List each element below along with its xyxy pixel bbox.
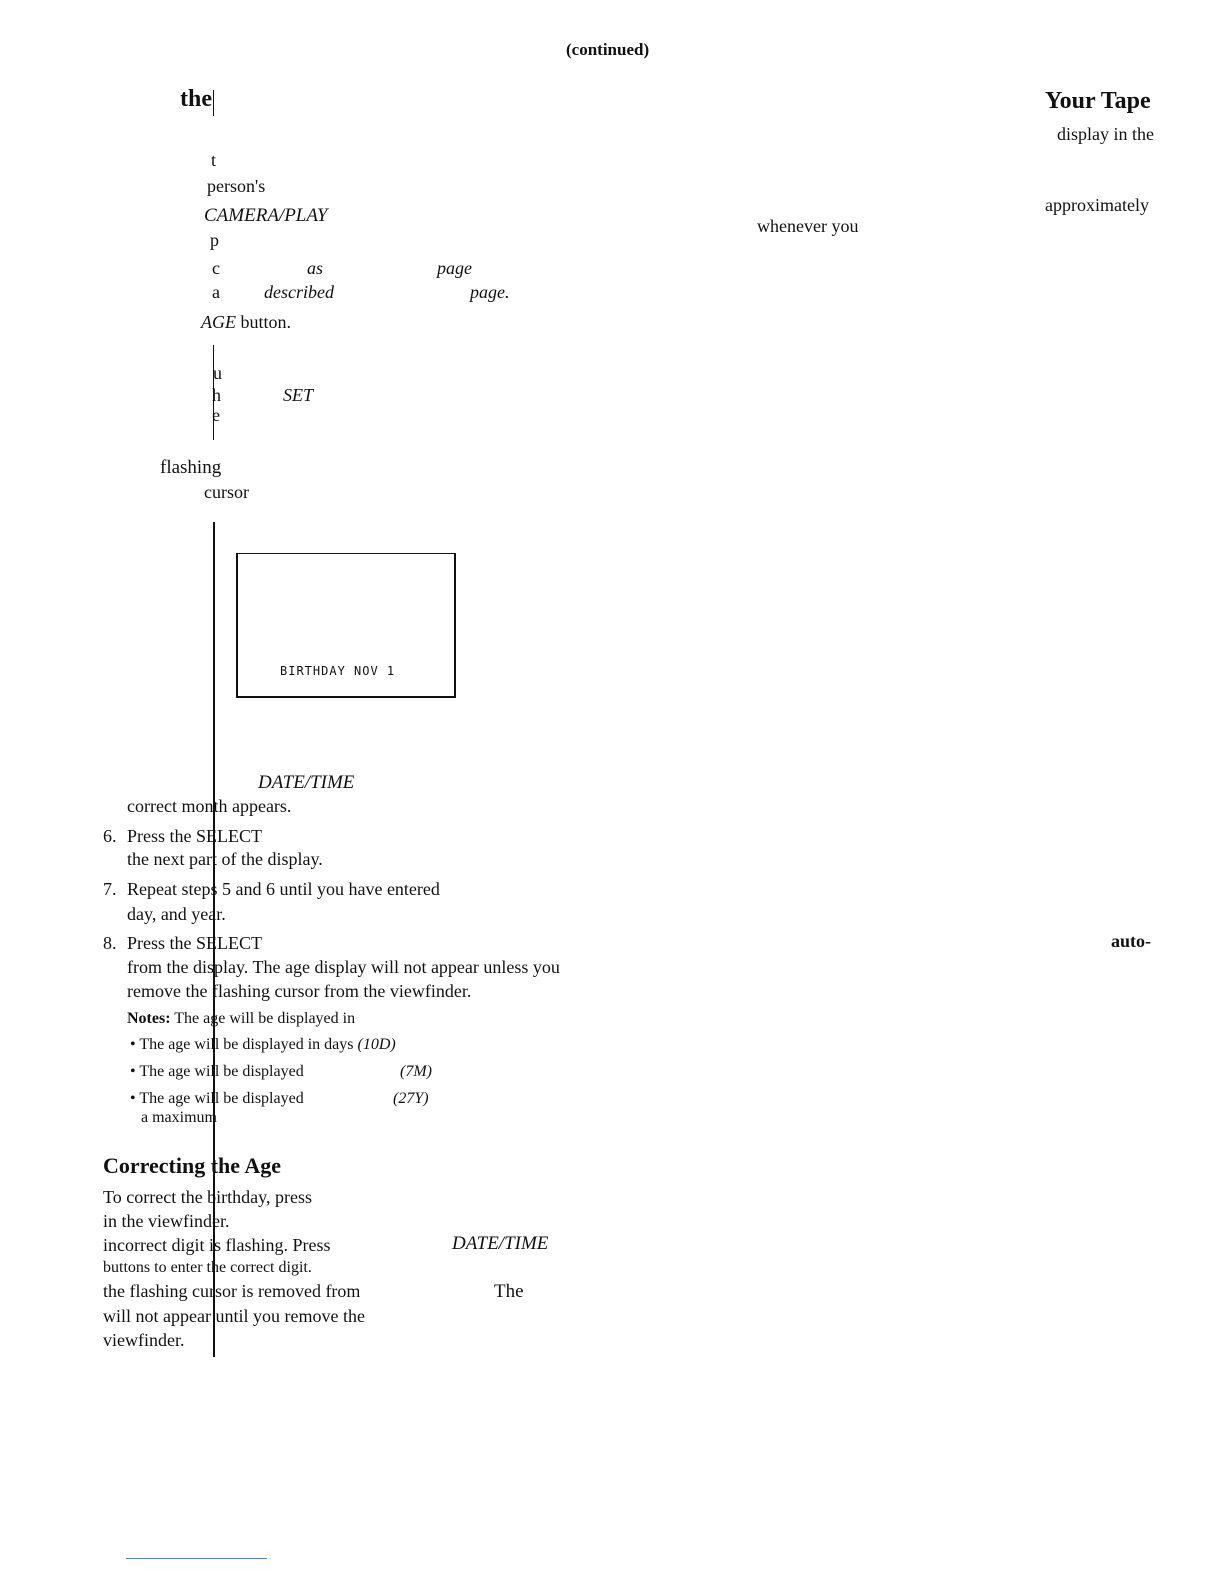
age-button-label: AGE <box>201 312 236 332</box>
notes-label: Notes: <box>127 1010 171 1027</box>
text-fragment: e <box>212 405 220 425</box>
step-number: 6. <box>103 826 117 846</box>
text-fragment: page <box>437 258 472 278</box>
viewfinder-birthday-text: BIRTHDAY NOV 1 <box>280 664 396 678</box>
step-text: the next part of the display. <box>127 849 323 869</box>
cursor-label: cursor <box>204 482 249 502</box>
step-number: 7. <box>103 879 117 899</box>
body-text: in the viewfinder. <box>103 1211 230 1231</box>
body-text: approximately <box>1045 195 1149 215</box>
camera-play-label: CAMERA/PLAY <box>204 205 328 226</box>
text-fragment: t <box>211 150 217 170</box>
body-text: To correct the birthday, press <box>103 1187 312 1207</box>
footer-rule <box>126 1558 267 1559</box>
notes-intro: The age will be displayed in <box>174 1010 356 1027</box>
datetime-label: DATE/TIME <box>258 772 355 793</box>
step-text: Press the SELECT <box>127 826 262 846</box>
text-fragment: a <box>212 282 220 302</box>
text-fragment: page. <box>470 282 510 302</box>
body-text: display in the <box>1057 124 1154 144</box>
step-text: remove the flashing cursor from the viewfinder. <box>127 981 472 1001</box>
datetime-label: DATE/TIME <box>452 1233 549 1254</box>
note-code: (27Y) <box>393 1090 429 1107</box>
text-fragment: h <box>212 385 221 405</box>
note-text: a maximum <box>141 1109 217 1126</box>
body-text: will not appear until you remove the <box>103 1306 365 1326</box>
flashing-label: flashing <box>160 457 222 478</box>
viewfinder-display <box>236 553 456 698</box>
your-tape-heading: Your Tape <box>1045 88 1151 114</box>
step-number: 8. <box>103 933 117 953</box>
body-text: whenever you <box>757 216 859 236</box>
text-fragment: button. <box>240 312 292 332</box>
correcting-heading: Correcting the Age <box>103 1153 281 1178</box>
text-fragment: p <box>210 230 219 250</box>
step-text: correct month appears. <box>127 796 292 816</box>
continued-label: (continued) <box>566 40 650 59</box>
body-text: incorrect digit is flashing. Press <box>103 1235 331 1255</box>
note-item: • The age will be displayed <box>130 1090 304 1107</box>
text-fragment: person's <box>207 176 266 196</box>
note-code: (7M) <box>400 1063 432 1080</box>
text-fragment: described <box>264 282 334 302</box>
text-fragment: c <box>212 258 220 278</box>
body-text: auto- <box>1111 931 1151 951</box>
step-text: Repeat steps 5 and 6 until you have entered <box>127 879 440 899</box>
note-item: • The age will be displayed <box>130 1063 304 1080</box>
section-heading-fragment: the <box>180 86 212 112</box>
set-button-label: SET <box>283 385 314 405</box>
step-text: from the display. The age display will not appear unless you <box>127 957 560 977</box>
scan-line <box>213 90 214 116</box>
text-fragment: as <box>307 258 324 278</box>
step-text: day, and year. <box>127 904 226 924</box>
step-text: Press the SELECT <box>127 933 262 953</box>
note-item: • The age will be displayed in days (10D) <box>130 1036 396 1053</box>
text-fragment: u <box>213 363 222 383</box>
body-text: viewfinder. <box>103 1330 185 1350</box>
body-text: the flashing cursor is removed from <box>103 1281 361 1301</box>
body-text: The <box>494 1281 524 1302</box>
note-code: (10D) <box>357 1036 396 1053</box>
body-text: buttons to enter the correct digit. <box>103 1259 312 1276</box>
